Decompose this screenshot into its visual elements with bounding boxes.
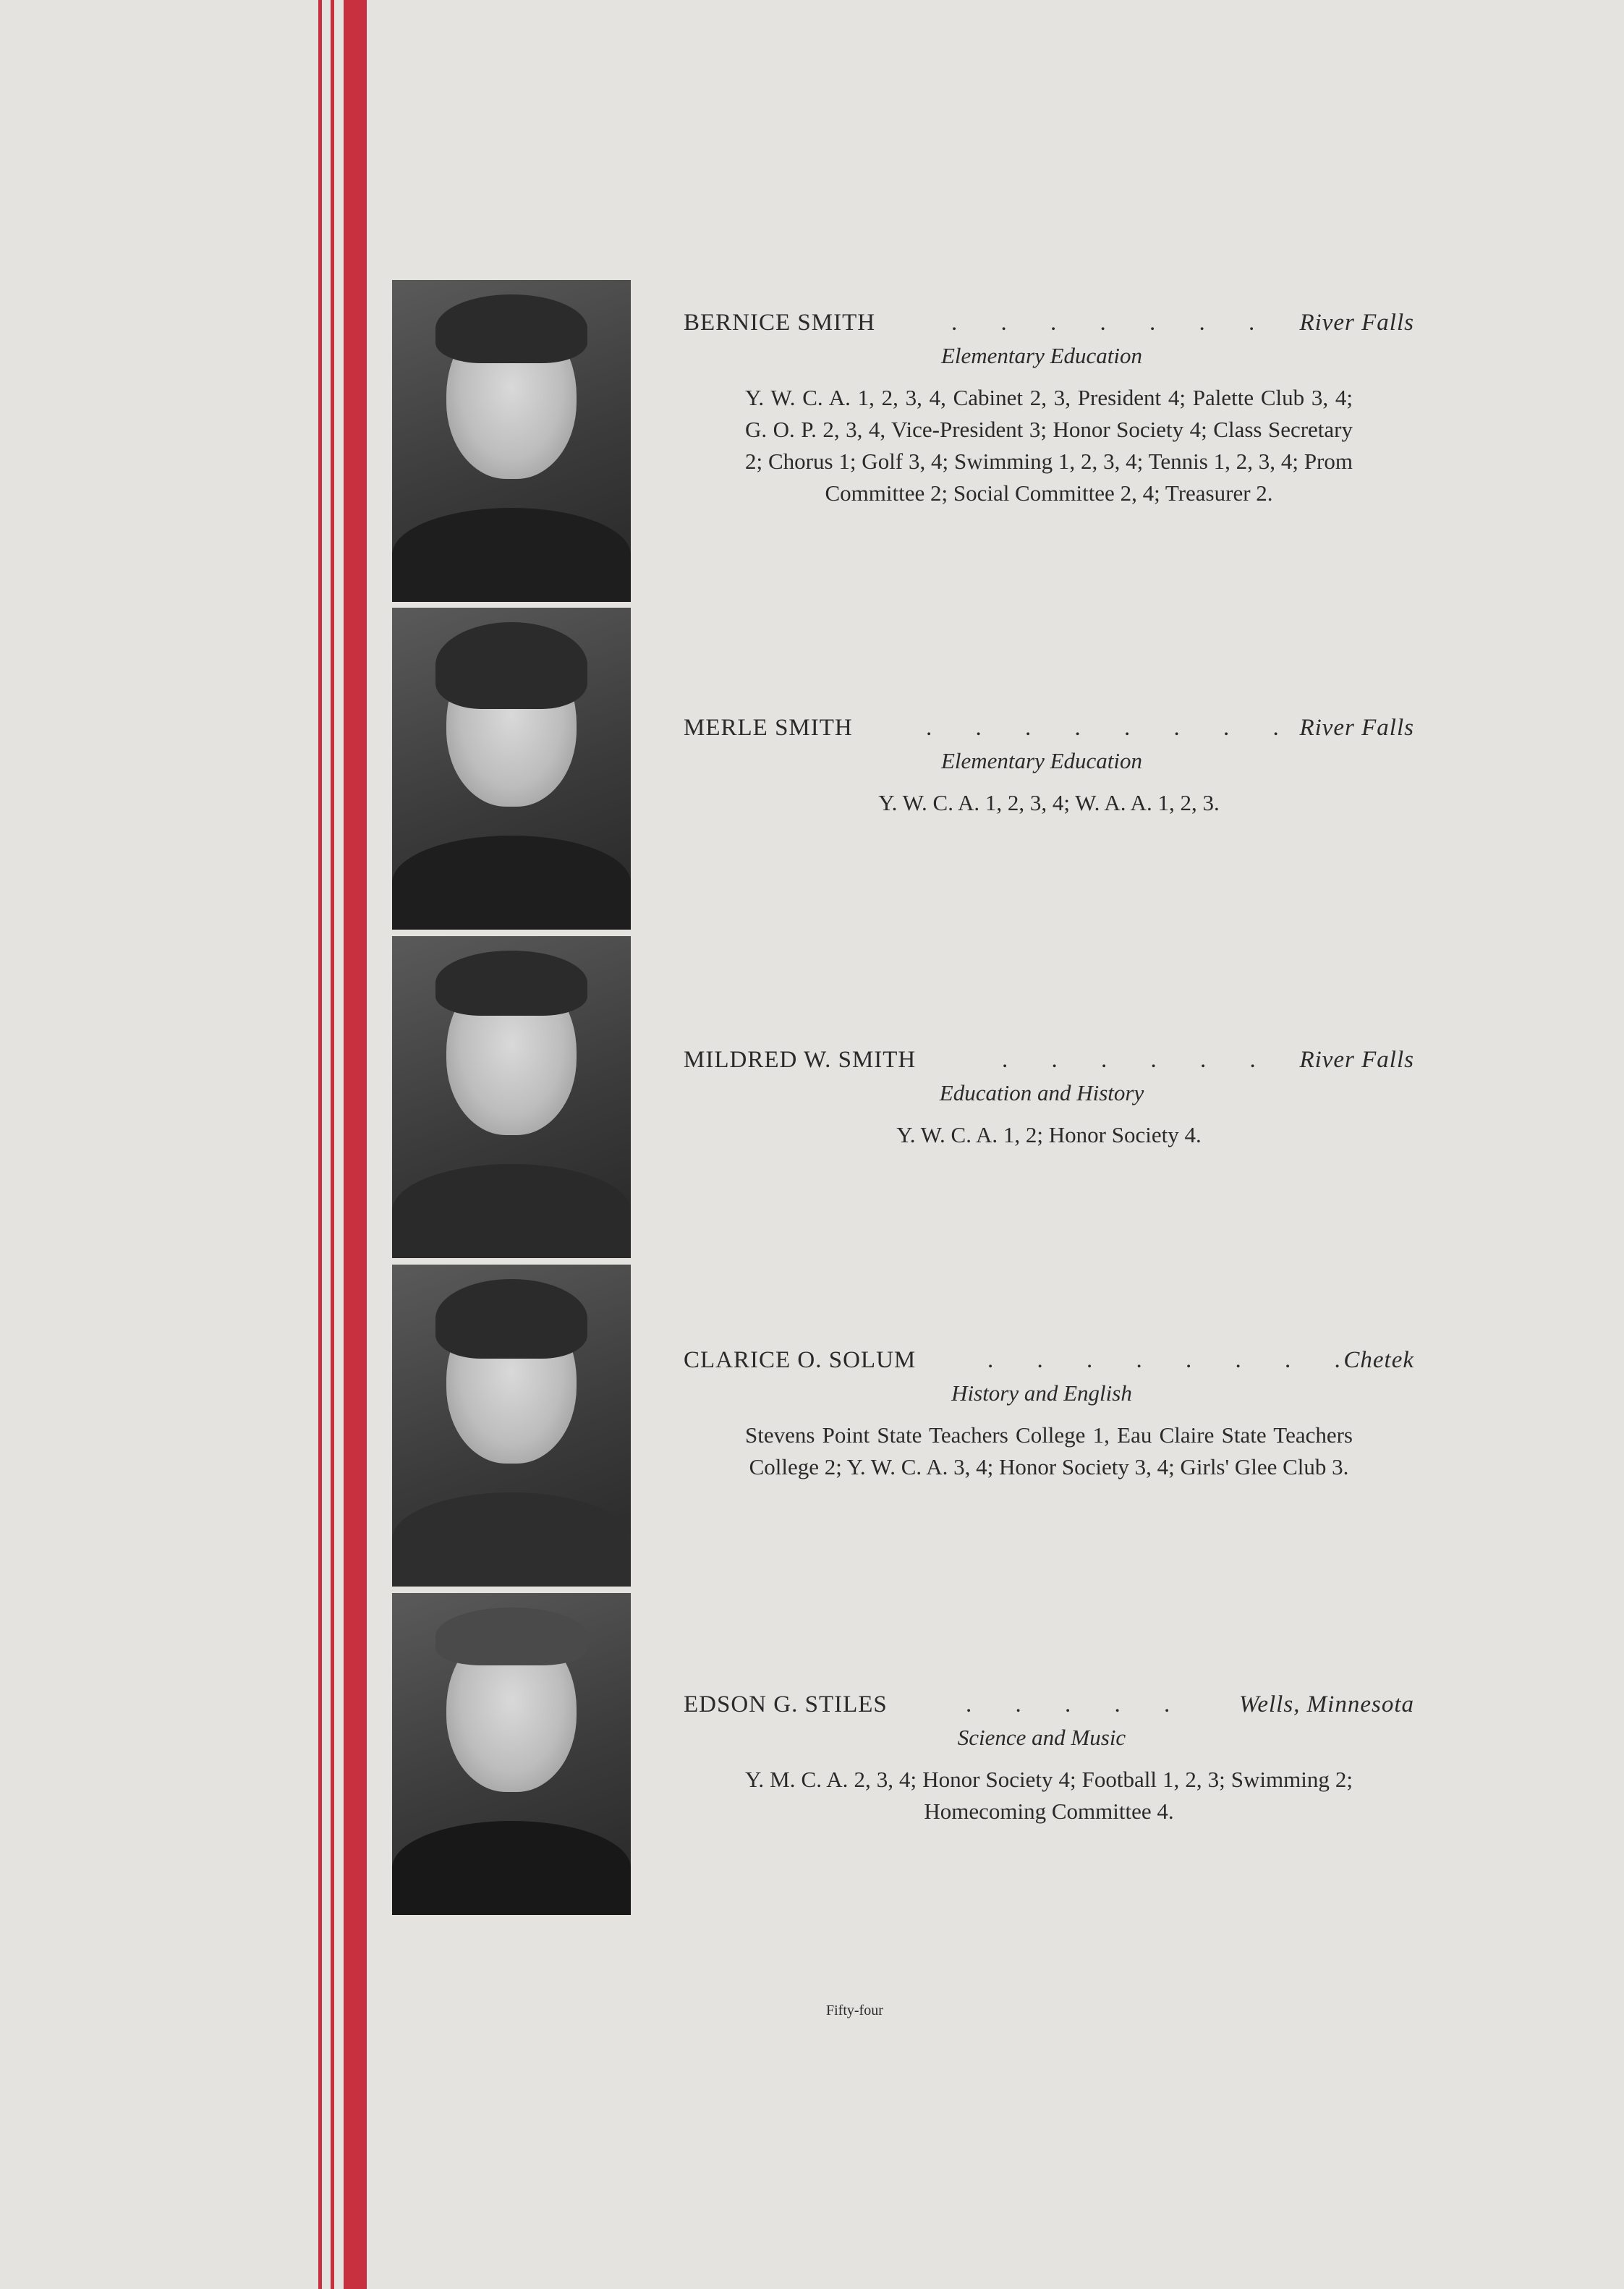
portrait-photo — [392, 608, 631, 930]
activities: Y. W. C. A. 1, 2, 3, 4; W. A. A. 1, 2, 3. — [878, 790, 1220, 815]
leader-dots: . . . . . . . — [951, 310, 1274, 336]
major: Science and Music — [957, 1725, 1126, 1750]
portrait-photo — [392, 1265, 631, 1587]
hometown: River Falls — [1299, 1047, 1414, 1073]
hometown: River Falls — [1299, 715, 1414, 741]
leader-dots: . . . . . . — [1002, 1047, 1275, 1073]
activities: Y. W. C. A. 1, 2, 3, 4, Cabinet 2, 3, President 4; Palette Club 3, 4; G. O. P. 2, 3, 4, Vice-President 3; Honor Society 4; Class Secretary 2; Chorus 1; Golf 3, 4; Swimming 1, 2, 3, 4; Tennis 1, 2, 3, 4; Prom Committee 2; Social Committee 2, 4; Treasurer 2. — [745, 385, 1353, 506]
leader-dots: . . . . . . . . — [926, 715, 1298, 741]
student-name: CLARICE O. SOLUM — [684, 1347, 917, 1373]
portrait-photo — [392, 1593, 631, 1915]
student-name: BERNICE SMITH — [684, 310, 876, 336]
portrait-photo — [392, 280, 631, 602]
leader-dots: . . . . . — [966, 1691, 1189, 1717]
major: Education and History — [939, 1080, 1144, 1105]
student-entry — [684, 1347, 1414, 1483]
activities: Y. W. C. A. 1, 2; Honor Society 4. — [896, 1122, 1202, 1147]
student-entry — [684, 1691, 1414, 1827]
leader-dots: . . . . . . . . — [987, 1347, 1359, 1373]
major: Elementary Education — [940, 343, 1143, 368]
student-name: MILDRED W. SMITH — [684, 1047, 917, 1073]
major: History and English — [951, 1380, 1132, 1406]
page-number: Fifty-four — [826, 2003, 883, 2018]
activities: Y. M. C. A. 2, 3, 4; Honor Society 4; Football 1, 2, 3; Swimming 2; Homecoming Committee 4. — [745, 1767, 1353, 1824]
decorative-stripe — [318, 0, 322, 2289]
student-entry — [684, 1047, 1414, 1151]
decorative-stripe — [331, 0, 334, 2289]
student-entry — [684, 310, 1414, 509]
student-name: EDSON G. STILES — [684, 1691, 888, 1717]
hometown: Chetek — [1343, 1347, 1414, 1373]
decorative-stripe — [344, 0, 367, 2289]
hometown: River Falls — [1299, 310, 1414, 336]
activities: Stevens Point State Teachers College 1, Eau Claire State Teachers College 2; Y. W. C. A. 3, 4; Honor Society 3, 4; Girls' Glee Club 3. — [745, 1422, 1353, 1479]
portrait-photo — [392, 936, 631, 1258]
major: Elementary Education — [940, 748, 1143, 773]
hometown: Wells, Minnesota — [1238, 1691, 1414, 1717]
student-name: MERLE SMITH — [684, 715, 853, 741]
student-entry — [684, 715, 1414, 819]
